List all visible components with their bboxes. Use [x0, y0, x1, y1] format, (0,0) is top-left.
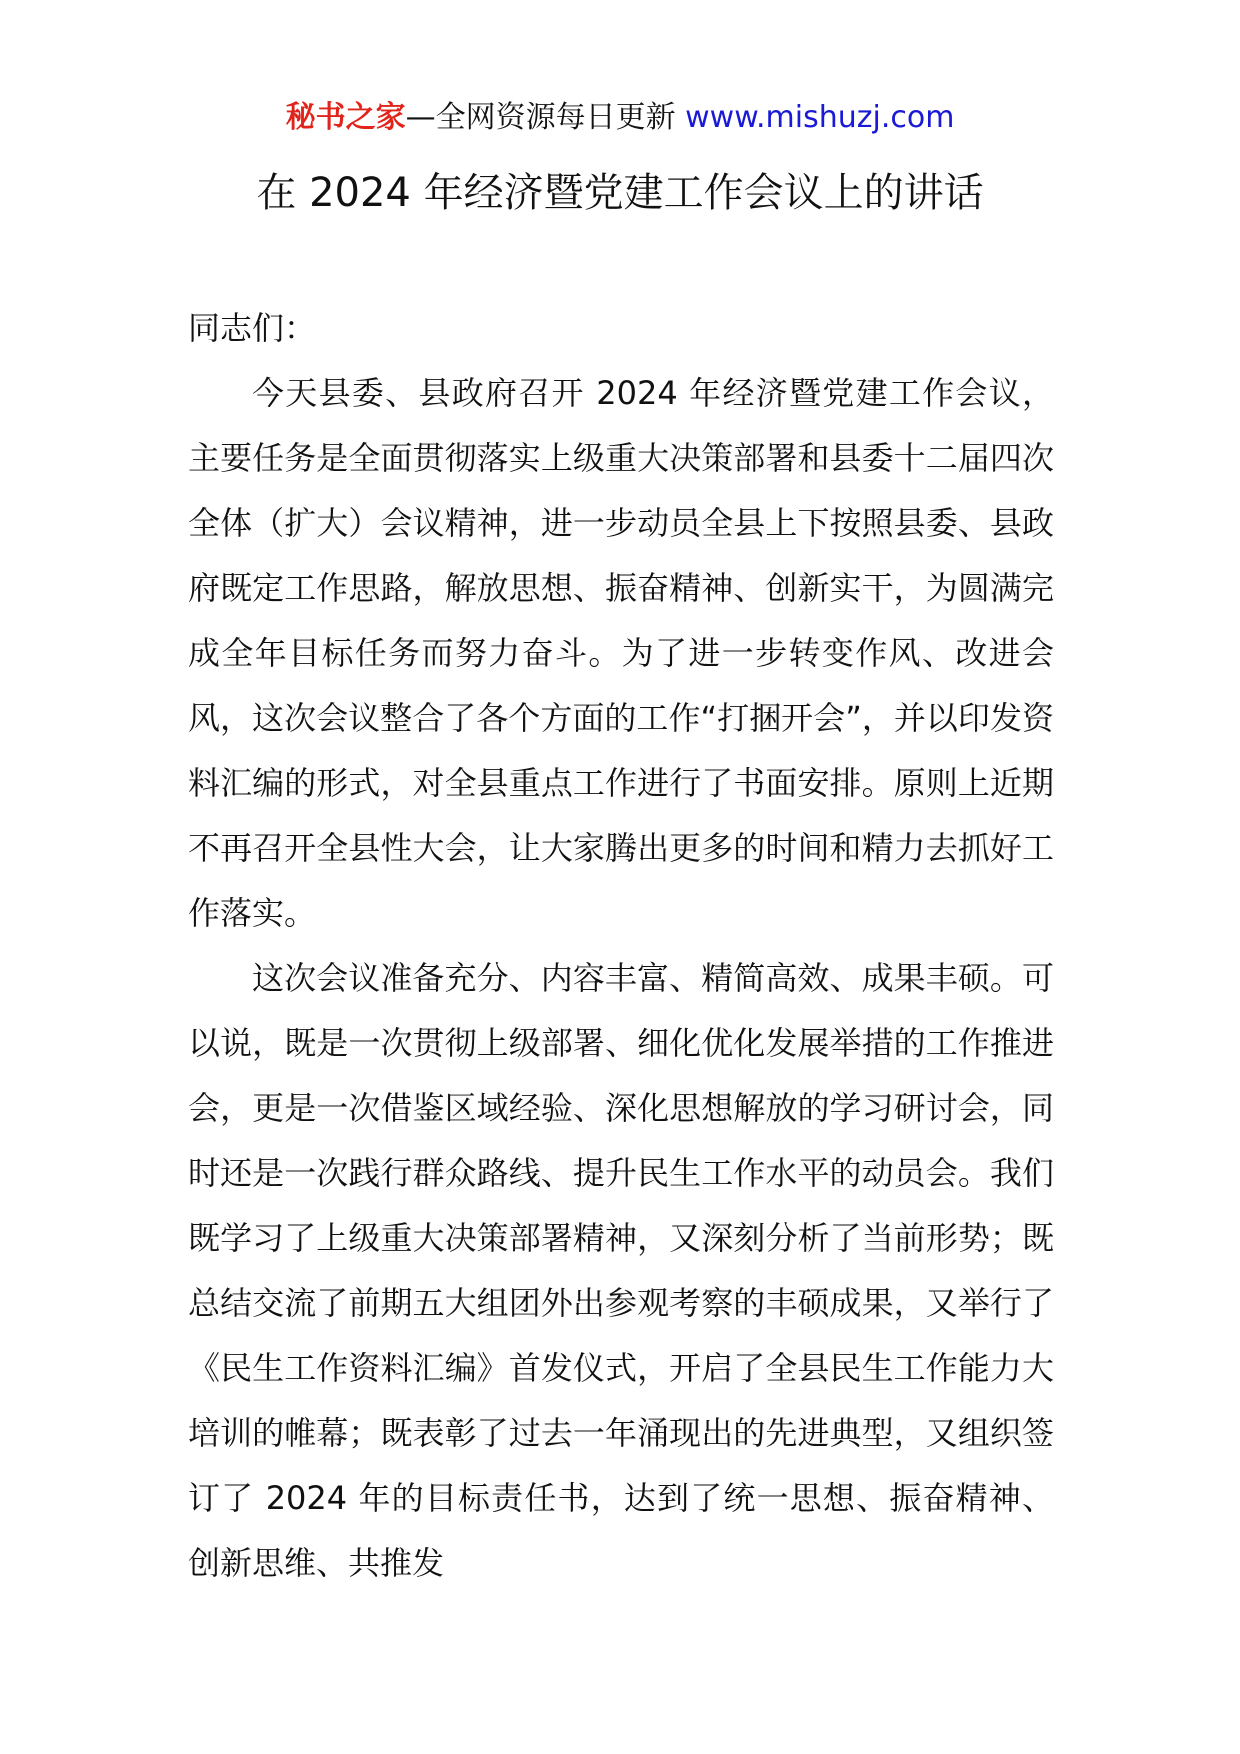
paragraph-1: 今天县委、县政府召开 2024 年经济暨党建工作会议，主要任务是全面贯彻落实上级重大决策部署和县委十二届四次全体（扩大）会议精神，进一步动员全县上下按照县委、县政府既定工作思路，解放思想、振奋精神、创新实干，为圆满完成全年目标任务而努力奋斗。为了进一步转变作风、改进会风，这次会议整合了各个方面的工作“打捆开会”，并以印发资料汇编的形式，对全县重点工作进行了书面安排。原则上近期不再召开全县性大会，让大家腾出更多的时间和精力去抓好工作落实。 [188, 374, 1054, 932]
document-title: 在 2024 年经济暨党建工作会议上的讲话 [256, 170, 984, 216]
header-tagline: —全网资源每日更新 [405, 100, 676, 135]
document-body [188, 296, 1054, 1596]
watermark-header [0, 98, 1240, 138]
brand-name: 秘书之家 [285, 100, 406, 135]
paragraph-2: 这次会议准备充分、内容丰富、精简高效、成果丰硕。可以说，既是一次贯彻上级部署、细化优化发展举措的工作推进会，更是一次借鉴区域经验、深化思想解放的学习研讨会，同时还是一次践行群众路线、提升民生工作水平的动员会。我们既学习了上级重大决策部署精神，又深刻分析了当前形势；既总结交流了前期五大组团外出参观考察的丰硕成果，又举行了《民生工作资料汇编》首发仪式，开启了全县民生工作能力大培训的帷幕；既表彰了过去一年涌现出的先进典型，又组织签订了 2024 年的目标责任书，达到了统一思想、振奋精神、创新思维、共推发 [188, 959, 1054, 1582]
site-url-link[interactable]: www.mishuzj.com [685, 100, 955, 135]
salutation: 同志们： [188, 309, 317, 347]
